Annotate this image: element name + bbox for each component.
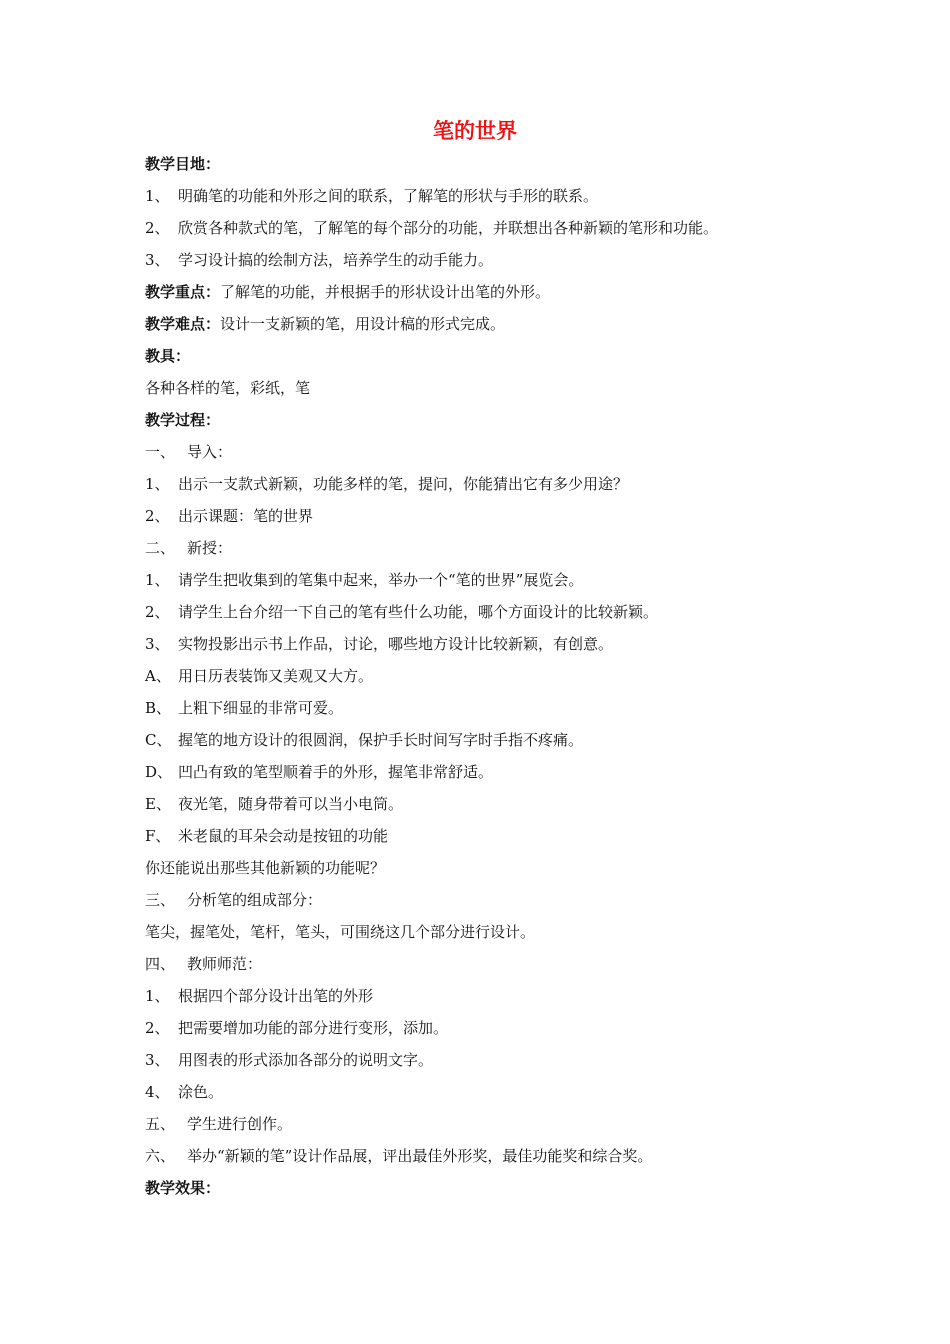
item-number: D、 xyxy=(145,763,173,781)
objective-text: 欣赏各种款式的笔，了解笔的每个部分的功能，并联想出各种新颖的笔形和功能。 xyxy=(178,219,719,237)
tools-heading: 教具： xyxy=(145,347,191,365)
objective-item xyxy=(145,244,825,276)
section-heading-components xyxy=(145,884,825,916)
section-heading-exhibition xyxy=(145,1140,825,1172)
key-point-text: 了解笔的功能，并根据手的形状设计出笔的外形。 xyxy=(220,283,551,301)
item-number: 2、 xyxy=(145,507,170,525)
list-item xyxy=(145,1012,825,1044)
item-text: 握笔的地方设计的很圆润，保护手长时间写字时手指不疼痛。 xyxy=(178,731,584,749)
list-item xyxy=(145,788,825,820)
item-text: 用日历表装饰又美观又大方。 xyxy=(178,667,374,685)
item-text: 出示课题：笔的世界 xyxy=(178,507,314,525)
section-number: 六、 xyxy=(145,1147,176,1165)
item-number: 1、 xyxy=(145,571,170,589)
list-item xyxy=(145,564,825,596)
difficulty-label: 教学难点： xyxy=(145,315,221,333)
item-text: 请学生上台介绍一下自己的笔有些什么功能，哪个方面设计的比较新颖。 xyxy=(178,603,659,621)
item-number: 2、 xyxy=(145,603,170,621)
list-item xyxy=(145,660,825,692)
difficulty-text: 设计一支新颖的笔，用设计稿的形式完成。 xyxy=(220,315,506,333)
item-number: B、 xyxy=(145,699,172,717)
list-item xyxy=(145,468,825,500)
discussion-question: 你还能说出那些其他新颖的功能呢？ xyxy=(145,859,386,877)
section-title: 新授： xyxy=(187,539,233,557)
item-number: E、 xyxy=(145,795,171,813)
item-text: 把需要增加功能的部分进行变形，添加。 xyxy=(178,1019,449,1037)
section-heading-intro xyxy=(145,436,825,468)
item-text: 涂色。 xyxy=(178,1083,224,1101)
item-text: 出示一支款式新颖，功能多样的笔，提问，你能猜出它有多少用途？ xyxy=(178,475,629,493)
section-title: 举办“新颖的笔”设计作品展，评出最佳外形奖，最佳功能奖和综合奖。 xyxy=(187,1147,653,1165)
section-title: 导入： xyxy=(187,443,233,461)
list-item xyxy=(145,980,825,1012)
item-number: 4、 xyxy=(145,1083,170,1101)
section-heading-new-lesson xyxy=(145,532,825,564)
section-number: 四、 xyxy=(145,955,176,973)
list-item xyxy=(145,500,825,532)
list-item xyxy=(145,820,825,852)
item-text: 实物投影出示书上作品，讨论，哪些地方设计比较新颖，有创意。 xyxy=(178,635,614,653)
document-title: 笔的世界 xyxy=(433,119,517,143)
section-number: 三、 xyxy=(145,891,176,909)
item-number: 3、 xyxy=(145,1051,170,1069)
components-text: 笔尖，握笔处，笔杆，笔头，可围绕这几个部分进行设计。 xyxy=(145,923,536,941)
section-title: 学生进行创作。 xyxy=(187,1115,293,1133)
process-heading: 教学过程： xyxy=(145,411,221,429)
item-text: 用图表的形式添加各部分的说明文字。 xyxy=(178,1051,434,1069)
list-item xyxy=(145,1044,825,1076)
list-item xyxy=(145,692,825,724)
section-number: 二、 xyxy=(145,539,176,557)
section-title: 教师师范： xyxy=(187,955,263,973)
item-text: 根据四个部分设计出笔的外形 xyxy=(178,987,374,1005)
item-number: C、 xyxy=(145,731,172,749)
objective-number: 2、 xyxy=(145,219,170,237)
objective-text: 明确笔的功能和外形之间的联系，了解笔的形状与手形的联系。 xyxy=(178,187,599,205)
objective-item xyxy=(145,180,825,212)
key-point xyxy=(145,276,825,308)
item-text: 请学生把收集到的笔集中起来，举办一个“笔的世界”展览会。 xyxy=(178,571,584,589)
objective-number: 1、 xyxy=(145,187,170,205)
item-number: A、 xyxy=(145,667,171,685)
section-title: 分析笔的组成部分： xyxy=(187,891,323,909)
objective-number: 3、 xyxy=(145,251,170,269)
difficulty xyxy=(145,308,825,340)
list-item xyxy=(145,596,825,628)
item-text: 凹凸有致的笔型顺着手的外形，握笔非常舒适。 xyxy=(178,763,494,781)
list-item xyxy=(145,1076,825,1108)
document-body xyxy=(145,148,825,1204)
list-item xyxy=(145,628,825,660)
tools-text: 各种各样的笔，彩纸，笔 xyxy=(145,379,311,397)
effect-heading: 教学效果： xyxy=(145,1179,221,1197)
objectives-heading: 教学目地： xyxy=(145,155,221,173)
item-text: 夜光笔，随身带着可以当小电筒。 xyxy=(178,795,404,813)
item-number: F、 xyxy=(145,827,171,845)
objective-text: 学习设计搞的绘制方法，培养学生的动手能力。 xyxy=(178,251,494,269)
item-number: 2、 xyxy=(145,1019,170,1037)
item-number: 1、 xyxy=(145,987,170,1005)
list-item xyxy=(145,756,825,788)
item-text: 米老鼠的耳朵会动是按钮的功能 xyxy=(178,827,389,845)
item-text: 上粗下细显的非常可爱。 xyxy=(178,699,344,717)
section-number: 一、 xyxy=(145,443,176,461)
item-number: 3、 xyxy=(145,635,170,653)
key-point-label: 教学重点： xyxy=(145,283,221,301)
section-heading-demonstration xyxy=(145,948,825,980)
objective-item xyxy=(145,212,825,244)
list-item xyxy=(145,724,825,756)
section-number: 五、 xyxy=(145,1115,176,1133)
item-number: 1、 xyxy=(145,475,170,493)
section-heading-creation xyxy=(145,1108,825,1140)
